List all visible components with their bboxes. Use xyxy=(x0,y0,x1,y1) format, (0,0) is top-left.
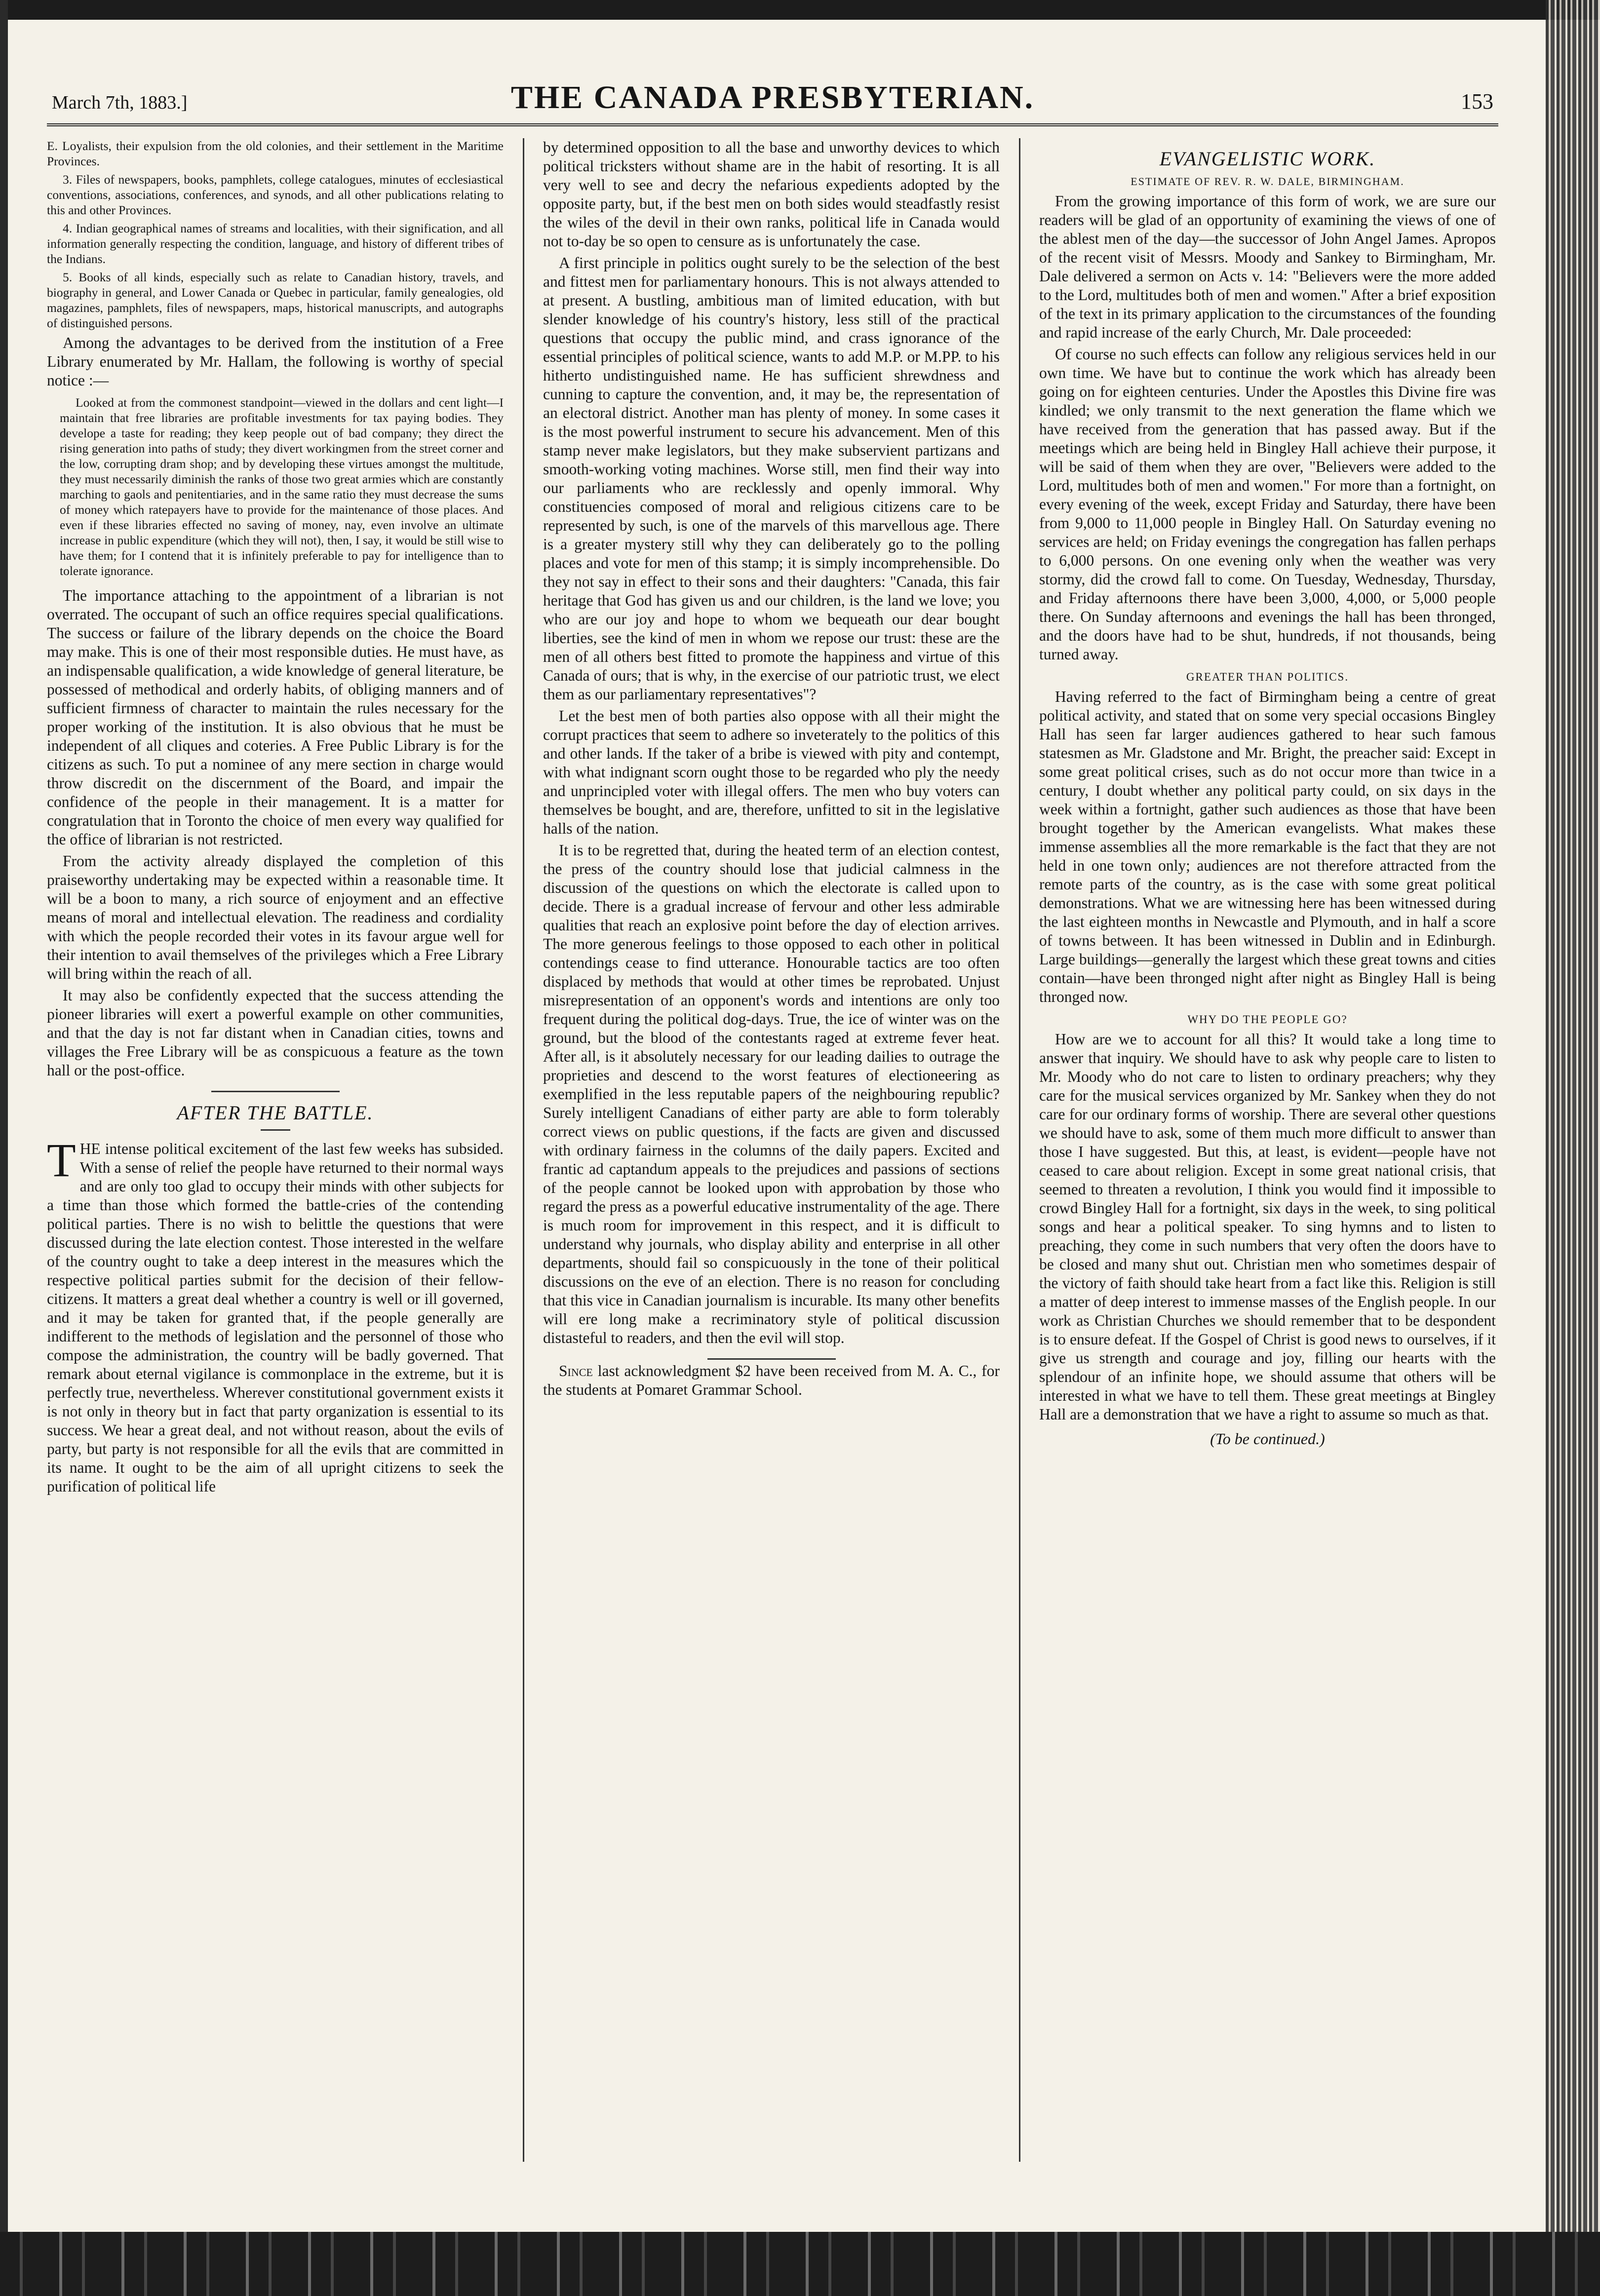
block-quote xyxy=(60,395,504,578)
first-word: Since xyxy=(559,1362,593,1379)
section-subheading: GREATER THAN POLITICS. xyxy=(1186,671,1349,683)
list-item: 3. Files of newspapers, books, pamphlets, college catalogues, minutes of ecclesiastical conventions, associations, conferences, and synods, and all other publications relating to this and other Provinces. xyxy=(47,172,504,217)
newspaper-page xyxy=(47,64,1498,2216)
paragraph: Among the advantages to be derived from the institution of a Free Library enumerated by Mr. Hallam, the following is worthy of special notice :— xyxy=(47,334,504,389)
paragraph: It may also be confidently expected that the success attending the pioneer libraries will exert a powerful example on other communities, and that the day is not far distant when in Canadian cities, towns and villages the Free Library will be as conspicuous a feature as the town hall or the post-office. xyxy=(47,987,504,1079)
heading-rule xyxy=(261,1129,290,1131)
section-divider xyxy=(707,1358,836,1360)
columns xyxy=(47,138,1498,2211)
scan-right-edge xyxy=(1546,0,1600,2296)
column-middle xyxy=(543,138,1000,2211)
section-subheading: WHY DO THE PEOPLE GO? xyxy=(1187,1013,1348,1026)
list-item: 4. Indian geographical names of streams and localities, with their signification, and all information generally respecting the condition, language, and history of different tribes of the Indians. xyxy=(47,221,504,266)
page-number: 153 xyxy=(1461,89,1493,114)
paragraph: From the activity already displayed the completion of this praiseworthy undertaking may be expected within a reasonable time. It will be a boon to many, a rich source of enjoyment and an effective means of moral and intellectual elevation. The readiness and cordiality with which the people recorded their votes in its favour argue well for their intention to avail themselves of the privileges which a Free Library will bring within the reach of all. xyxy=(47,852,504,982)
column-rule xyxy=(1019,138,1020,2162)
issue-date: March 7th, 1883.] xyxy=(52,92,188,113)
paragraph: Having referred to the fact of Birmingham being a centre of great political activity, and stated that on some very special occasions Bingley Hall has seen far larger audiences gathered to hear such famous statesmen as Mr. Gladstone and Mr. Bright, the preacher said: Except in some great political crises, such as do not occur more than twice in a century, I doubt whether any political party could, on six days in the week within a fortnight, gather such audiences as those that have been brought together by the American evangelists. What makes these immense assemblies all the more remarkable is the fact that they are not held in one town only; audiences are not therefore attracted from the remote parts of the country, as is the case with some great political demonstrations. What we are witnessing here has been witnessed during the last eighteen months in Newcastle and Plymouth, and in half a score of towns between. It has been witnessed in Dublin and in Edinburgh. Large buildings—generally the largest which these great towns and cities contain—have been thronged night after night as Bingley Hall is being thronged now. xyxy=(1039,688,1496,1005)
drop-cap: T xyxy=(47,1134,76,1186)
scan-bottom-edge xyxy=(0,2232,1600,2296)
section-divider xyxy=(211,1091,340,1092)
continued-note: (To be continued.) xyxy=(1210,1430,1325,1448)
page-header xyxy=(47,64,1498,126)
column-left xyxy=(47,138,504,2211)
paragraph: by determined opposition to all the base and unworthy devices to which political tricksters without shame are in the habit of resorting. It is all very well to see and decry the nefarious expedients adopted by the opposite party, but, if the best men on both sides would steadfastly resist the wiles of the devil in their own ranks, political life in Canada would not to-day be so open to censure as is unfortunately the case. xyxy=(543,139,1000,250)
paragraph-text: intense political excitement of the last few weeks has subsided. With a sense of relief the people have returned to their normal ways and are only too glad to occupy their minds with other subjects for a time than those which formed the battle-cries of the contending political parties. There is no wish to belittle the questions that were discussed during the late election contest. Those interested in the welfare of the country ought to take a deep interest in the measures which the respective political parties submit for the decision of their fellow-citizens. It matters a great deal whether a country is well or ill governed, and it may be taken for granted that, if the people generally are indifferent to the methods of legislation and the personnel of those who compose the administration, the country will be badly governed. That remark about eternal vigilance is commonplace in the extreme, but it is perfectly true, nevertheless. Wherever constitutional government exists it is not only in theory but in fact that party organization is essential to its success. We hear a great deal, and not without reason, about the evils of party, but party is not responsible for all the evils that are committed in its name. It ought to be the aim of all upright citizens to seek the purification of political life xyxy=(47,1140,504,1495)
scan-top-edge xyxy=(0,0,1600,20)
notice-text: last acknowledgment $2 have been received from M. A. C., for the students at Pomaret Grammar School. xyxy=(543,1362,1000,1398)
notice xyxy=(543,1362,1000,1399)
list-item: 5. Books of all kinds, especially such as relate to Canadian history, travels, and biography in general, and Lower Canada or Quebec in particular, family genealogies, old magazines, pamphlets, files of newspapers, maps, historical manuscripts, and autographs of distinguished persons. xyxy=(47,270,504,330)
column-rule xyxy=(523,138,524,2162)
paragraph: Of course no such effects can follow any religious services held in our own time. We have but to continue the work which has already been going on for eighteen centuries. Under the Apostles this Divine fire was kindled; we only transmit to the next generation the flame which we have received from the generation that has passed away. But if the meetings which are being held in Bingley Hall achieve their purpose, it will be said of them when they are over, "Believers were added to the Lord, multitudes both of men and women." For more than a fortnight, on every evening of the week, except Friday and Saturday, there have been from 9,000 to 11,000 people in Bingley Hall. On Saturday evening no services are held; on Friday evenings the congregation has fallen perhaps to 6,000 persons. On one evening only when the weather was very stormy, did the crowd fall to come. On Tuesday, Wednesday, Thursday, and Friday afternoons there have been 3,000, 4,000, or 5,000 people there. On Sunday afternoons and evenings the hall has been thronged, and the doors have had to be shut, hundreds, if not thousands, being turned away. xyxy=(1039,345,1496,663)
paragraph: Let the best men of both parties also oppose with all their might the corrupt practices that seem to adhere so inveterately to the politics of this and other lands. If the taker of a bribe is viewed with pity and contempt, with what indignant scorn ought those to be regarded who ply the needy and unprincipled voter with illegal offers. The men who buy voters can themselves be bought, and are, therefore, unfitted to sit in the legislative halls of the nation. xyxy=(543,707,1000,837)
quote-text: Looked at from the commonest standpoint—viewed in the dollars and cent light—I maintain that free libraries are profitable investments for tax paying bodies. They develope a taste for reading; they keep people out of bad company; they direct the rising generation into paths of study; they divert workingmen from the street corner and the low, corrupting dram shop; and by developing these virtues amongst the multitude, they must necessarily diminish the ranks of those two great armies which are constantly marching to gaols and penitentiaries, and in the same ratio they must decrease the sums of money which ratepayers have to provide for the maintenance of those places. And even if these libraries effected no saving of money, nay, even involve an ultimate increase in public expenditure (which they will not), then, I say, it would be still wise to have them; for I contend that it is infinitely preferable to pay for intelligence than to tolerate ignorance. xyxy=(60,395,504,578)
masthead-title: THE CANADA PRESBYTERIAN. xyxy=(510,79,1035,115)
column-right xyxy=(1039,138,1496,2211)
paragraph: From the growing importance of this form of work, we are sure our readers will be glad of an opportunity of examining the views of one of the ablest men of the day—the successor of John Angel James. Apropos of the recent visit of Messrs. Moody and Sankey to Birmingham, Mr. Dale delivered a sermon on Acts v. 14: "Believers were the more added to the Lord, multitudes both of men and women." After a brief exposition of the text in its primary application to the circumstances of the founding and rapid increase of the early Church, Mr. Dale proceeded: xyxy=(1039,192,1496,341)
paragraph: It is to be regretted that, during the heated term of an election contest, the press of the country should lose that judicial calmness in the discussion of the questions on which the electorate is called upon to decide. There is a gradual increase of fervour and other less admirable qualities that reach an explosive point before the day of election arrives. The more generous feelings to those opposed to each other in political contendings cease to find utterance. Honourable tactics are too often displaced by methods that would at other times be reprobated. Unjust misrepresentation of an opponent's words and intentions are only too frequent during the political dog-days. True, the ice of winter was on the ground, but the blood of the contestants raged at extreme fever heat. After all, is it absolutely necessary for our leading dailies to outrage the proprieties and descend to the worst features of electioneering as exemplified in the less reputable papers of the neighbouring republic? Surely intelligent Canadians of either party are able to form tolerably correct views on public questions, if the facts are given and discussed with ordinary fairness in the columns of the daily papers. Excited and frantic ad captandum appeals to the prejudices and passions of sections of the people cannot be looked upon with approbation by those who regard the press as a powerful educative instrumentality of the age. There is much room for improvement in this respect, and it is difficult to understand why journals, who display ability and enterprise in all other departments, should fail so conspicuously in the tone of their political discussions on the eve of an election. There is no reason for concluding that this vice in Canadian journalism is incurable. Its many other benefits will ere long make a recriminatory style of political discussion distasteful to readers, and then the evil will stop. xyxy=(543,842,1000,1346)
list-item: E. Loyalists, their expulsion from the old colonies, and their settlement in the Maritime Provinces. xyxy=(47,139,504,168)
first-word: HE xyxy=(79,1140,101,1157)
paragraph: How are we to account for all this? It would take a long time to answer that inquiry. We should have to ask why people care to listen to Mr. Moody who do not care to listen to ordinary preachers; why they care for the musical services organized by Mr. Sankey when they do not care for our ordinary forms of worship. There are several other questions we should have to ask, some of them much more difficult to answer than those I have suggested. But this, at least, is evident—people have not ceased to care about religion. Except in some great national crisis, that seemed to threaten a revolution, I think you would find it impossible to crowd Bingley Hall for a fortnight, six days in the week, to sing political songs and hear a political speaker. To sing hymns and to listen to preaching, they come in such numbers that very often the doors have to be closed and many shut out. Christian men who sometimes despair of the victory of faith should take heart from a fact like this. Religion is still a matter of deep interest to immense masses of the English people. In our work as Christian Churches we should remember that to be despondent is to ensure defeat. If the Gospel of Christ is good news to ourselves, if it give us strength and courage and joy, filling our hearts with the splendour of an infinite hope, we should assume that others will be interested in what we have to tell them. These great meetings at Bingley Hall are a demonstration that we have a right to assume so much as that. xyxy=(1039,1031,1496,1423)
scan-left-edge xyxy=(0,0,8,2296)
article-heading: EVANGELISTIC WORK. xyxy=(1159,148,1376,170)
paragraph xyxy=(47,1134,504,1496)
article-subheading: ESTIMATE OF REV. R. W. DALE, BIRMINGHAM. xyxy=(1131,175,1405,188)
paragraph: The importance attaching to the appointment of a librarian is not overrated. The occupant of such an office requires special qualifications. The success or failure of the library depends on the choice the Board may make. This is one of their most responsible duties. He must have, as an indispensable qualification, a wide knowledge of general literature, be possessed of methodical and orderly habits, of obliging manners and of sufficient firmness of character to maintain the rules necessary for the proper working of the institution. It is also obvious that he must be independent of all cliques and coteries. A Free Public Library is for the citizens as such. To put a nominee of any mere section in charge would throw discredit on the discernment of the Board, and impair the confidence of the people in their management. It is a matter for congratulation that in Toronto the choice of men every way qualified for the office of librarian is not restricted. xyxy=(47,587,504,848)
paragraph: A first principle in politics ought surely to be the selection of the best and fittest men for parliamentary honours. This is not always attended to at present. A bustling, ambitious man of limited education, with but slender knowledge of his country's history, less still of the practical questions that occupy the public mind, and crass ignorance of the essential principles of political science, wants to add M.P. or M.PP. to his hitherto undistinguished name. He has sufficient shrewdness and cunning to capture the convention, and, it may be, the representation of an electoral district. Another man has plenty of money. In some cases it is the most powerful instrument to secure his advancement. Men of this stamp never make legislators, but they make subservient partizans and smooth-working voting machines. Worse still, men find their way into our parliaments who are recklessly and openly immoral. Why constituencies composed of moral and religious citizens care to be represented by such, is one of the marvels of this marvellous age. There is a greater mystery still why they can deliberately go to the polling places and vote for men of this stamp; it is simply incomprehensible. Do they not say in effect to their sons and their daughters: "Canada, this fair heritage that God has given us and our children, is the land we love; you who are our joy and hope to whom we bequeath our dear bought liberties, see the kind of men in whom we repose our trust: these are the men of all others best fitted to promote the happiness and virtue of this Canada of ours; that is why, in the exercise of our patriotic trust, we elect them as our parliamentary representatives"? xyxy=(543,254,1000,703)
article-heading: AFTER THE BATTLE. xyxy=(177,1102,374,1124)
